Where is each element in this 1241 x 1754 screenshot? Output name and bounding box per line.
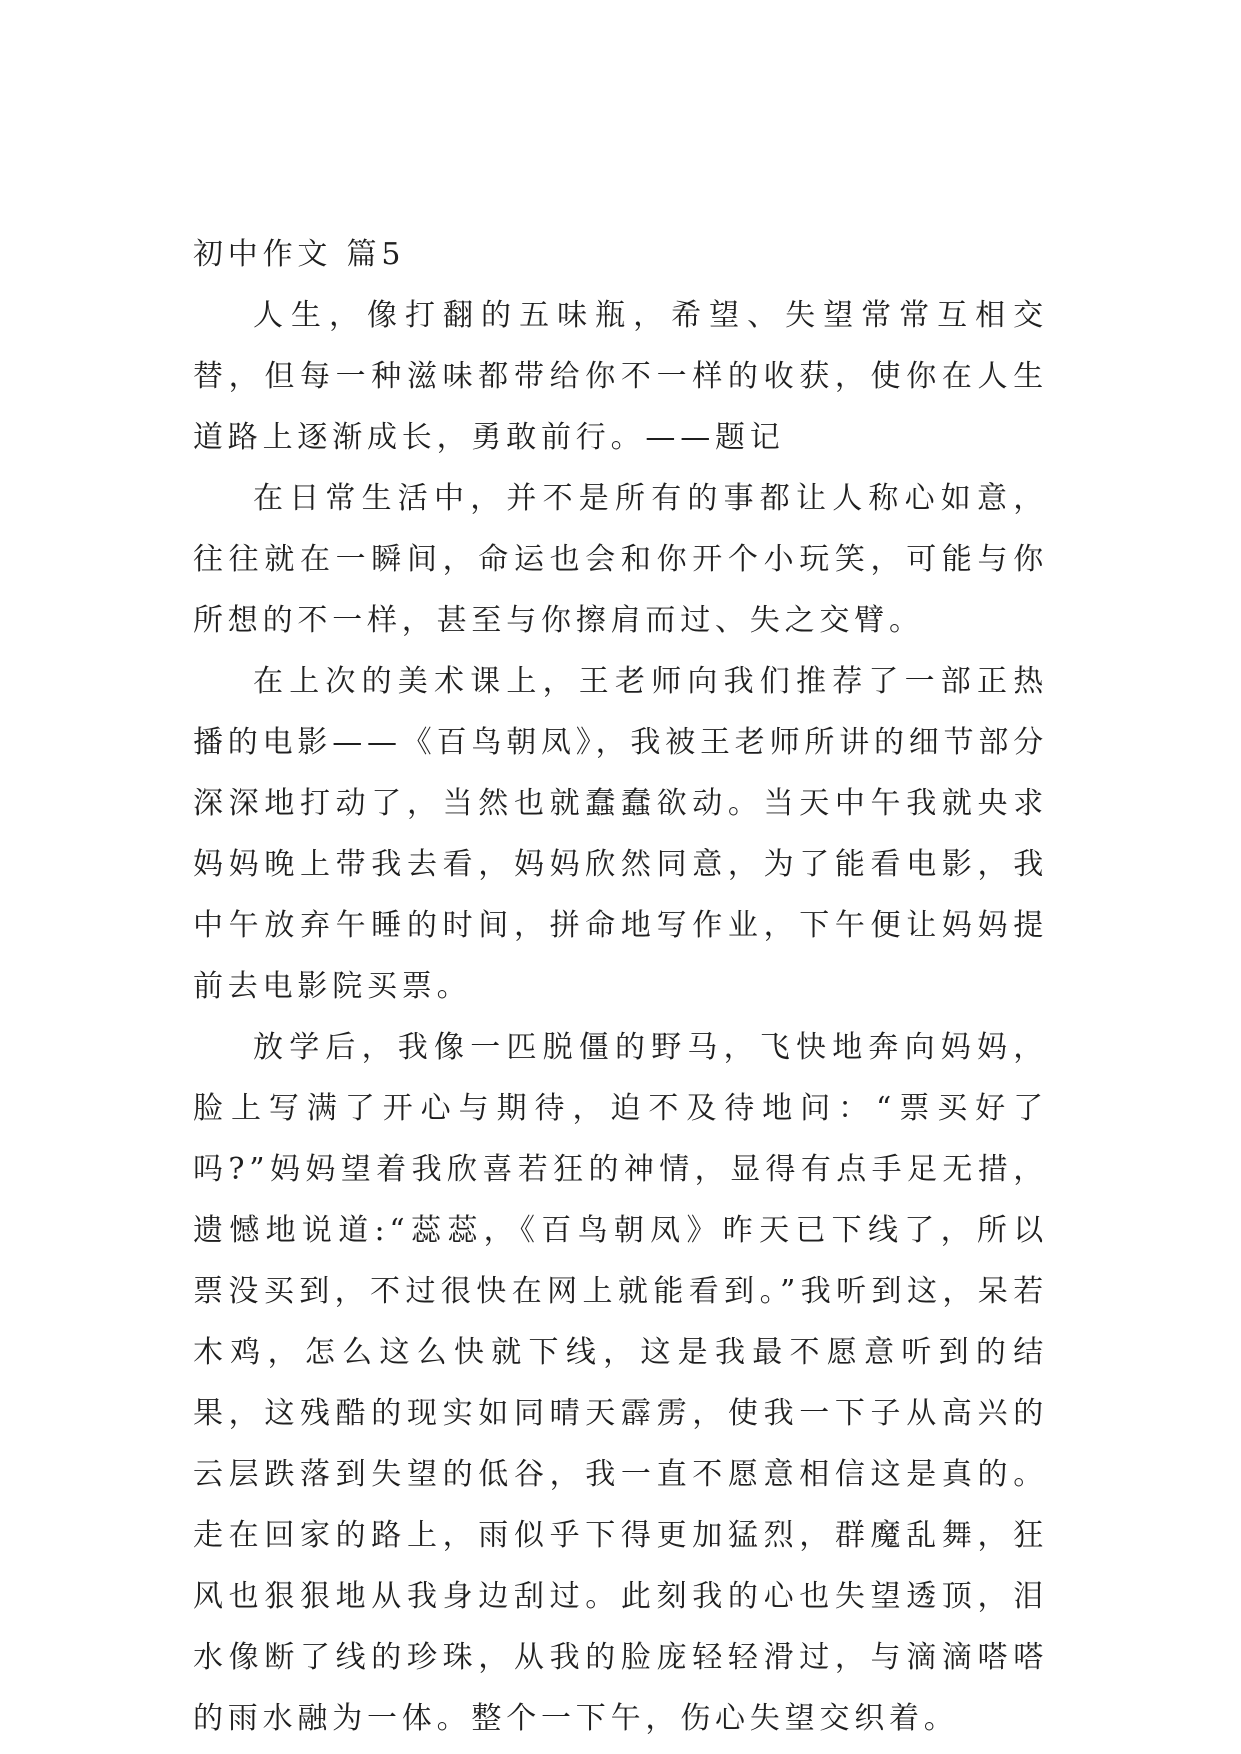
- essay-paragraph-2: 在日常生活中，并不是所有的事都让人称心如意，往往就在一瞬间，命运也会和你开个小玩笑，可能与你所想的不一样，甚至与你擦肩而过、失之交臂。: [193, 481, 1048, 638]
- essay-body: [193, 224, 1048, 1749]
- essay-paragraph-4: 放学后，我像一匹脱僵的野马，飞快地奔向妈妈，脸上写满了开心与期待，迫不及待地问：“票买好了吗?”妈妈望着我欣喜若狂的神情，显得有点手足无措，遗憾地说道:“蕊蕊，《百鸟朝凤》昨天已下线了，所以票没买到，不过很快在网上就能看到。”我听到这，呆若木鸡，怎么这么快就下线，这是我最不愿意听到的结果，这残酷的现实如同晴天霹雳，使我一下子从高兴的云层跌落到失望的低谷，我一直不愿意相信这是真的。走在回家的路上，雨似乎下得更加猛烈，群魔乱舞，狂风也狠狠地从我身边刮过。此刻我的心也失望透顶，泪水像断了线的珍珠，从我的脸庞轻轻滑过，与滴滴嗒嗒的雨水融为一体。整个一下午，伤心失望交织着。: [193, 1030, 1048, 1736]
- essay-paragraph-3: 在上次的美术课上，王老师向我们推荐了一部正热播的电影——《百鸟朝凤》，我被王老师所讲的细节部分深深地打动了，当然也就蠢蠢欲动。当天中午我就央求妈妈晚上带我去看，妈妈欣然同意，为了能看电影，我中午放弃午睡的时间，拼命地写作业，下午便让妈妈提前去电影院买票。: [193, 664, 1048, 1004]
- essay-paragraph-1: 人生，像打翻的五味瓶，希望、失望常常互相交替，但每一种滋味都带给你不一样的收获，使你在人生道路上逐渐成长，勇敢前行。——题记: [193, 298, 1048, 455]
- essay-title: 初中作文 篇5: [193, 237, 406, 272]
